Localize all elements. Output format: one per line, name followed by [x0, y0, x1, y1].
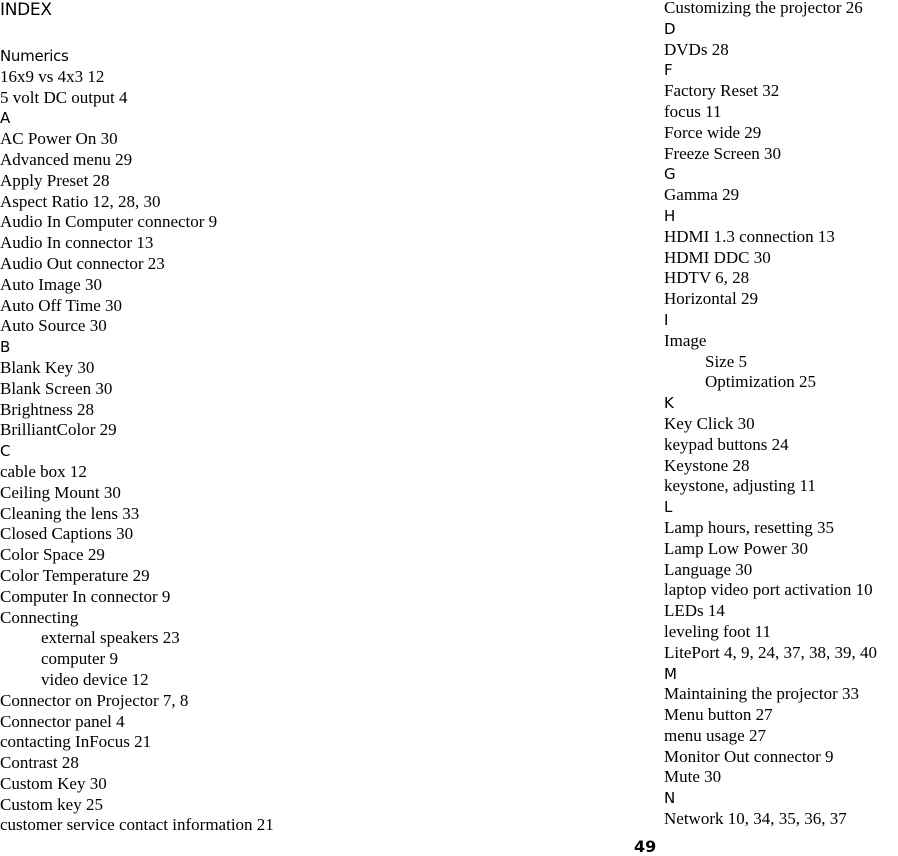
index-subentry: Optimization 25 [705, 372, 816, 392]
index-entry: LitePort 4, 9, 24, 37, 38, 39, 40 [664, 642, 877, 662]
index-letter-heading: G [664, 165, 676, 184]
index-letter-heading: L [664, 498, 673, 517]
index-letter-heading: B [0, 338, 10, 357]
index-letter-heading: N [664, 789, 675, 808]
index-entry: Custom Key 30 [0, 773, 107, 793]
right-index-list [664, 0, 898, 830]
index-subentry: external speakers 23 [41, 628, 180, 648]
index-entry: HDMI 1.3 connection 13 [664, 226, 835, 246]
index-entry: Auto Source 30 [0, 316, 107, 336]
index-entry: leveling foot 11 [664, 621, 772, 641]
index-entry: Keystone 28 [664, 455, 750, 475]
index-letter-heading: H [664, 206, 675, 225]
index-entry: Customizing the projector 26 [664, 0, 863, 17]
index-entry: Blank Screen 30 [0, 378, 113, 398]
index-entry: Apply Preset 28 [0, 170, 110, 190]
index-letter-heading: Numerics [0, 47, 69, 65]
index-entry: Gamma 29 [664, 185, 740, 205]
index-entry: Menu button 27 [664, 705, 773, 725]
index-entry: focus 11 [664, 101, 722, 121]
index-subentry: video device 12 [41, 669, 149, 689]
index-entry: Language 30 [664, 559, 753, 579]
index-entry: Key Click 30 [664, 413, 755, 433]
index-entry: Audio In Computer connector 9 [0, 212, 218, 232]
index-entry: LEDs 14 [664, 601, 725, 621]
index-entry: Audio In connector 13 [0, 233, 154, 253]
index-entry: Custom key 25 [0, 794, 103, 814]
index-entry: HDMI DDC 30 [664, 247, 771, 267]
index-entry: Contrast 28 [0, 753, 79, 773]
index-entry: Factory Reset 32 [664, 81, 780, 101]
index-entry: Connector panel 4 [0, 711, 125, 731]
index-entry: keypad buttons 24 [664, 434, 789, 454]
index-entry: keystone, adjusting 11 [664, 476, 816, 496]
index-right-column [664, 0, 898, 830]
index-entry: menu usage 27 [664, 725, 766, 745]
index-letter-heading: A [0, 109, 10, 128]
index-entry: Lamp Low Power 30 [664, 538, 809, 558]
index-entry: Monitor Out connector 9 [664, 746, 834, 766]
index-entry: Network 10, 34, 35, 36, 37 [664, 809, 847, 829]
index-entry: laptop video port activation 10 [664, 580, 873, 600]
index-entry: Freeze Screen 30 [664, 143, 782, 163]
index-entry: HDTV 6, 28 [664, 268, 750, 288]
index-letter-heading: M [664, 664, 677, 683]
index-entry: Image [664, 330, 707, 350]
index-entry: Maintaining the projector 33 [664, 684, 859, 704]
index-entry: Ceiling Mount 30 [0, 482, 121, 502]
index-letter-heading: I [664, 310, 669, 329]
index-entry: Audio Out connector 23 [0, 253, 165, 273]
page-number: 49 [634, 837, 657, 856]
index-letter-heading: C [0, 442, 11, 461]
index-entry: contacting InFocus 21 [0, 732, 152, 752]
index-entry: Mute 30 [664, 767, 722, 787]
index-entry: Cleaning the lens 33 [0, 503, 140, 523]
index-entry: Color Space 29 [0, 545, 105, 565]
index-entry: Blank Key 30 [0, 357, 95, 377]
index-entry: Color Temperature 29 [0, 565, 150, 585]
index-entry: cable box 12 [0, 461, 87, 481]
index-entry: Brightness 28 [0, 399, 94, 419]
index-entry: Aspect Ratio 12, 28, 30 [0, 191, 161, 211]
index-entry: Force wide 29 [664, 122, 762, 142]
index-entry: Horizontal 29 [664, 289, 758, 309]
index-letter-heading: D [664, 19, 676, 38]
index-entry: Connecting [0, 607, 79, 627]
index-entry: 16x9 vs 4x3 12 [0, 66, 105, 86]
index-entry: Lamp hours, resetting 35 [664, 517, 834, 537]
index-entry: Advanced menu 29 [0, 149, 133, 169]
index-entry: DVDs 28 [664, 39, 729, 59]
index-subentry: Size 5 [705, 351, 748, 371]
index-entry: Auto Off Time 30 [0, 295, 123, 315]
index-subentry: computer 9 [41, 649, 118, 669]
page-title: INDEX [0, 0, 52, 20]
index-entry: AC Power On 30 [0, 129, 118, 149]
left-index-list [0, 46, 600, 836]
index-entry: Computer In connector 9 [0, 586, 171, 606]
index-entry: 5 volt DC output 4 [0, 87, 128, 107]
index-entry: BrilliantColor 29 [0, 420, 117, 440]
index-letter-heading: K [664, 394, 674, 413]
index-entry: customer service contact information 21 [0, 815, 274, 835]
index-entry: Closed Captions 30 [0, 524, 134, 544]
index-letter-heading: F [664, 61, 673, 80]
index-entry: Auto Image 30 [0, 274, 102, 294]
index-entry: Connector on Projector 7, 8 [0, 690, 189, 710]
